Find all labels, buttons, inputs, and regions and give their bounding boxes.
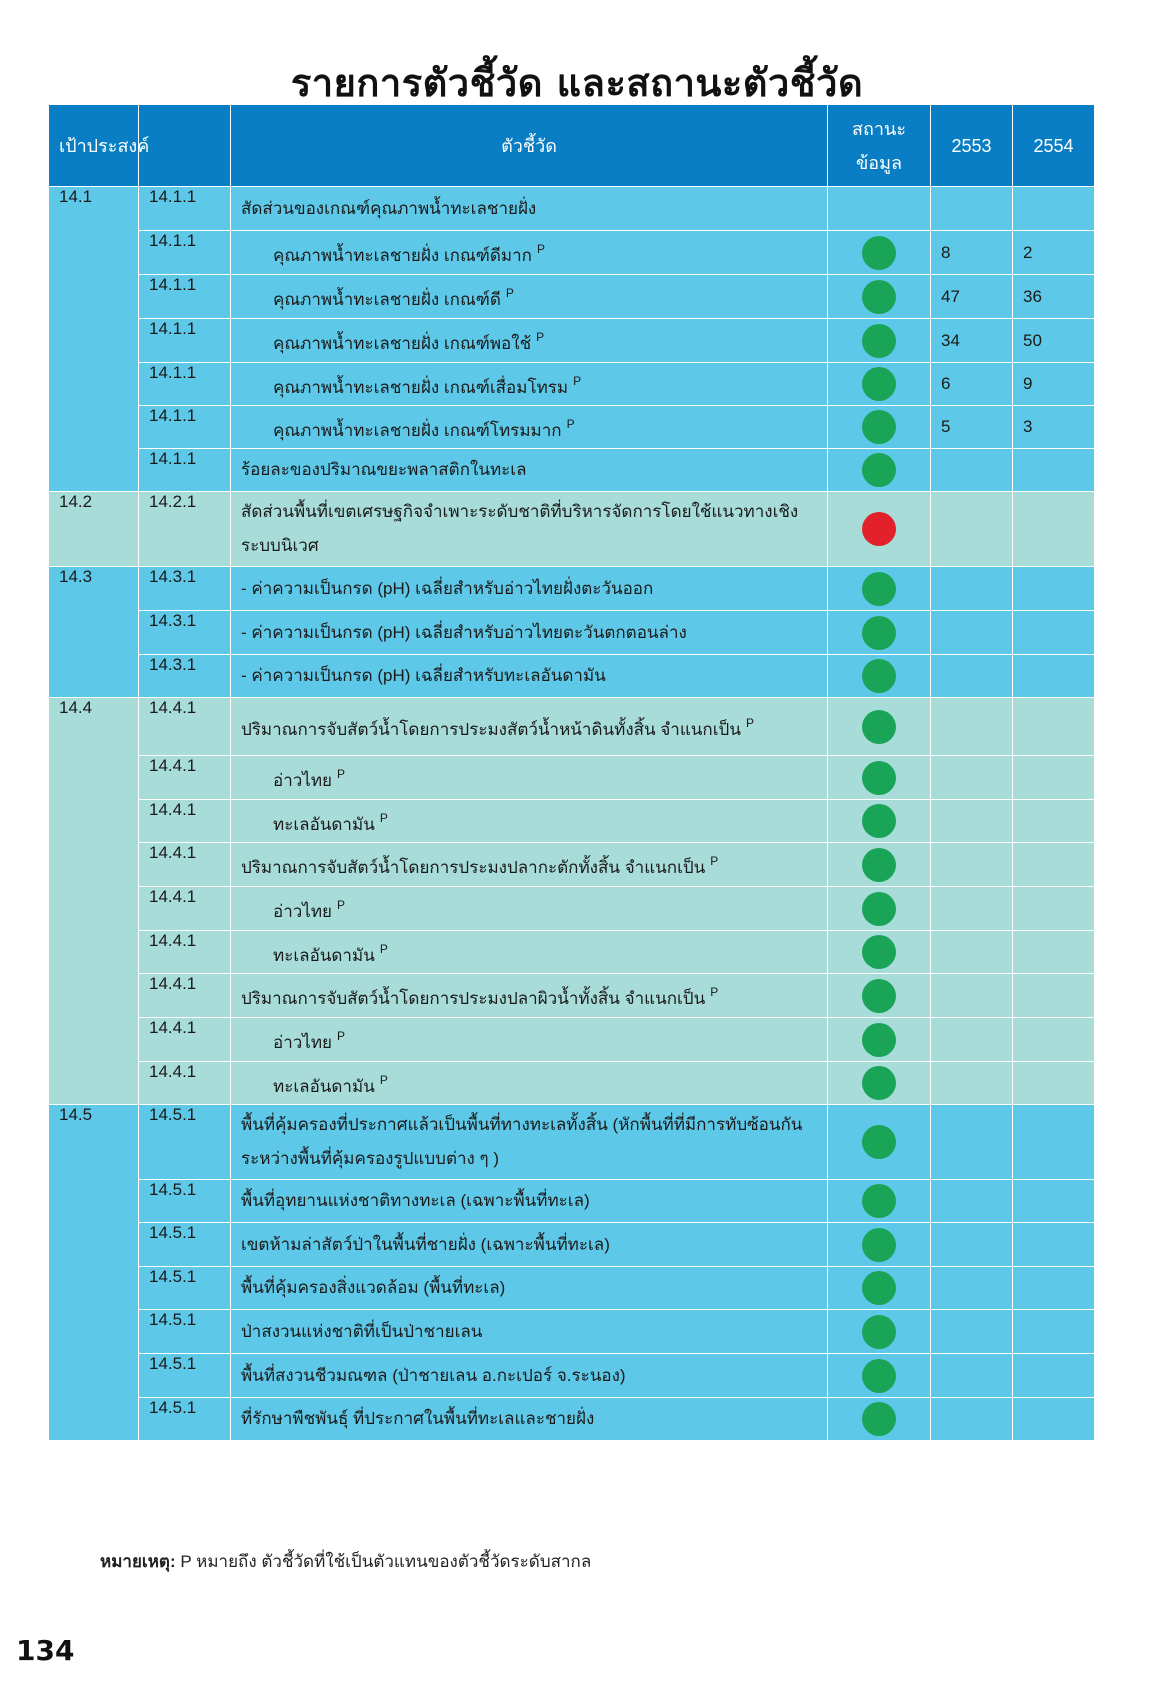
status-green-dot-icon [862, 1402, 896, 1436]
value-2553 [931, 567, 1013, 611]
indicator-name-cell [231, 887, 828, 931]
status-cell [828, 887, 931, 931]
value-2554 [1013, 492, 1095, 567]
table-row [49, 1223, 1095, 1267]
value-2554 [1013, 698, 1095, 756]
indicator-name-cell [231, 1267, 828, 1310]
status-green-dot-icon [862, 572, 896, 606]
status-green-dot-icon [862, 979, 896, 1013]
proxy-marker: P [337, 1029, 346, 1043]
indicator-code: 14.3.1 [139, 567, 231, 611]
table-row [49, 1105, 1095, 1180]
value-2554 [1013, 655, 1095, 698]
value-2554: 2 [1013, 231, 1095, 275]
status-green-dot-icon [862, 1066, 896, 1100]
indicator-code: 14.5.1 [139, 1398, 231, 1441]
header-indicator: ตัวชี้วัด [231, 105, 828, 187]
value-2553 [931, 1062, 1013, 1105]
status-green-dot-icon [862, 367, 896, 401]
indicator-name-cell [231, 406, 828, 449]
indicator-name: คุณภาพน้ำทะเลชายฝั่ง เกณฑ์ดีมาก [273, 246, 532, 265]
indicator-name-cell [231, 698, 828, 756]
header-code [139, 105, 231, 187]
status-cell [828, 363, 931, 406]
value-2553 [931, 611, 1013, 655]
table-row [49, 187, 1095, 231]
indicator-code: 14.1.1 [139, 449, 231, 492]
page-title: รายการตัวชี้วัด และสถานะตัวชี้วัด [290, 61, 864, 105]
status-cell [828, 843, 931, 887]
value-2554 [1013, 567, 1095, 611]
value-2553 [931, 698, 1013, 756]
footnote-text: P หมายถึง ตัวชี้วัดที่ใช้เป็นตัวแทนของตัวชี้วัดระดับสากล [175, 1552, 592, 1571]
indicator-name: อ่าวไทย [273, 1033, 333, 1052]
indicator-name-cell [231, 363, 828, 406]
table-row [49, 1354, 1095, 1398]
goal-cell: 14.5 [49, 1105, 139, 1441]
status-green-dot-icon [862, 1184, 896, 1218]
indicator-name-cell [231, 1310, 828, 1354]
status-cell [828, 1310, 931, 1354]
status-cell [828, 974, 931, 1018]
indicator-name: ที่รักษาพืชพันธุ์ ที่ประกาศในพื้นที่ทะเลและชายฝั่ง [241, 1409, 595, 1428]
indicator-name: สัดส่วนพื้นที่เขตเศรษฐกิจจำเพาะระดับชาติที่บริหารจัดการโดยใช้แนวทางเชิงระบบนิเวศ [241, 502, 799, 555]
value-2553: 6 [931, 363, 1013, 406]
table-row [49, 406, 1095, 449]
indicator-code: 14.1.1 [139, 406, 231, 449]
status-green-dot-icon [862, 1359, 896, 1393]
status-green-dot-icon [862, 1271, 896, 1305]
table-row [49, 698, 1095, 756]
value-2553: 34 [931, 319, 1013, 363]
table-row [49, 492, 1095, 567]
value-2553 [931, 449, 1013, 492]
indicator-name-cell [231, 931, 828, 974]
table-row [49, 611, 1095, 655]
status-cell [828, 1354, 931, 1398]
proxy-marker: P [505, 286, 514, 300]
proxy-marker: P [379, 941, 388, 956]
indicator-name: ทะเลอันดามัน [273, 945, 375, 965]
page-number: 134 [16, 1634, 75, 1667]
table-row [49, 275, 1095, 319]
indicator-code: 14.1.1 [139, 319, 231, 363]
indicator-name-cell [231, 1180, 828, 1223]
indicator-name-cell [231, 275, 828, 319]
proxy-marker: P [379, 1072, 388, 1087]
indicator-code: 14.3.1 [139, 611, 231, 655]
value-2554 [1013, 187, 1095, 231]
value-2554 [1013, 1354, 1095, 1398]
value-2554 [1013, 1223, 1095, 1267]
indicator-name-cell [231, 1398, 828, 1441]
value-2554 [1013, 611, 1095, 655]
status-cell [828, 655, 931, 698]
proxy-marker: P [566, 416, 575, 431]
status-green-dot-icon [862, 410, 896, 444]
indicator-name-cell [231, 843, 828, 887]
indicator-name: - ค่าความเป็นกรด (pH) เฉลี่ยสำหรับอ่าวไทยตะวันตกตอนล่าง [241, 622, 687, 642]
value-2554: 36 [1013, 275, 1095, 319]
indicator-name-cell [231, 1105, 828, 1180]
value-2553 [931, 655, 1013, 698]
indicator-code: 14.4.1 [139, 1062, 231, 1105]
header-2553: 2553 [931, 105, 1013, 187]
status-cell [828, 1398, 931, 1441]
status-cell [828, 931, 931, 974]
value-2554 [1013, 931, 1095, 974]
proxy-marker: P [536, 330, 545, 344]
indicator-name: - ค่าความเป็นกรด (pH) เฉลี่ยสำหรับอ่าวไทยฝั่งตะวันออก [241, 578, 654, 598]
indicator-name-cell [231, 1018, 828, 1062]
table-row [49, 843, 1095, 887]
table-header-row [49, 105, 1095, 187]
status-cell [828, 1062, 931, 1105]
indicator-name-cell [231, 974, 828, 1018]
table-body [49, 187, 1095, 1441]
value-2553 [931, 1267, 1013, 1310]
status-green-dot-icon [862, 710, 896, 744]
table-row [49, 1018, 1095, 1062]
indicator-code: 14.1.1 [139, 363, 231, 406]
indicator-name: พื้นที่คุ้มครองที่ประกาศแล้วเป็นพื้นที่ทางทะเลทั้งสิ้น (หักพื้นที่ที่มีการทับซ้อนกันระหว่างพื้นที่คุ้มครองรูปแบบต่าง ๆ ) [241, 1115, 803, 1168]
indicator-code: 14.5.1 [139, 1310, 231, 1354]
value-2554 [1013, 887, 1095, 931]
table-row [49, 1398, 1095, 1441]
indicator-name: พื้นที่คุ้มครองสิ่งแวดล้อม (พื้นที่ทะเล) [241, 1278, 506, 1297]
status-cell [828, 1105, 931, 1180]
indicator-name: คุณภาพน้ำทะเลชายฝั่ง เกณฑ์ดี [273, 290, 501, 309]
table-row [49, 1180, 1095, 1223]
status-cell [828, 275, 931, 319]
status-cell [828, 1018, 931, 1062]
indicator-name: พื้นที่สงวนชีวมณฑล (ป่าชายเลน อ.กะเปอร์ จ.ระนอง) [241, 1365, 626, 1385]
indicator-code: 14.5.1 [139, 1267, 231, 1310]
indicator-name-cell [231, 449, 828, 492]
status-cell [828, 1267, 931, 1310]
status-green-dot-icon [862, 848, 896, 882]
table-row [49, 800, 1095, 843]
table-row [49, 449, 1095, 492]
indicator-name: อ่าวไทย [273, 902, 333, 921]
indicator-name: อ่าวไทย [273, 771, 333, 790]
indicator-name: คุณภาพน้ำทะเลชายฝั่ง เกณฑ์พอใช้ [273, 334, 532, 353]
indicator-name-cell [231, 1223, 828, 1267]
proxy-marker: P [710, 985, 719, 999]
status-cell [828, 567, 931, 611]
status-green-dot-icon [862, 761, 896, 795]
value-2554 [1013, 843, 1095, 887]
status-cell [828, 492, 931, 567]
goal-cell: 14.1 [49, 187, 139, 492]
value-2554 [1013, 449, 1095, 492]
status-green-dot-icon [862, 1125, 896, 1159]
status-cell [828, 1180, 931, 1223]
indicator-code: 14.5.1 [139, 1223, 231, 1267]
indicator-code: 14.4.1 [139, 1018, 231, 1062]
status-cell [828, 231, 931, 275]
status-cell [828, 800, 931, 843]
indicator-name: ป่าสงวนแห่งชาติที่เป็นป่าชายเลน [241, 1321, 483, 1341]
indicator-code: 14.4.1 [139, 843, 231, 887]
indicator-code: 14.4.1 [139, 756, 231, 800]
proxy-marker: P [379, 810, 388, 825]
status-cell [828, 406, 931, 449]
value-2554 [1013, 974, 1095, 1018]
status-cell [828, 449, 931, 492]
indicator-name: - ค่าความเป็นกรด (pH) เฉลี่ยสำหรับทะเลอันดามัน [241, 666, 606, 685]
indicator-code: 14.4.1 [139, 887, 231, 931]
indicator-name: สัดส่วนของเกณฑ์คุณภาพน้ำทะเลชายฝั่ง [241, 198, 537, 218]
status-cell [828, 698, 931, 756]
status-green-dot-icon [862, 280, 896, 314]
table-row [49, 319, 1095, 363]
table-row [49, 567, 1095, 611]
status-green-dot-icon [862, 453, 896, 487]
status-green-dot-icon [862, 1023, 896, 1057]
indicator-code: 14.4.1 [139, 698, 231, 756]
indicator-name: พื้นที่อุทยานแห่งชาติทางทะเล (เฉพาะพื้นที่ทะเล) [241, 1191, 590, 1210]
footnote-label: หมายเหตุ: [100, 1552, 176, 1571]
value-2553: 5 [931, 406, 1013, 449]
value-2553 [931, 1180, 1013, 1223]
goal-cell: 14.3 [49, 567, 139, 698]
proxy-marker: P [337, 767, 346, 781]
table-row [49, 231, 1095, 275]
indicator-name-cell [231, 1062, 828, 1105]
table-row [49, 1267, 1095, 1310]
value-2554 [1013, 1105, 1095, 1180]
indicator-code: 14.4.1 [139, 800, 231, 843]
indicator-name: ทะเลอันดามัน [273, 1076, 375, 1096]
status-cell [828, 187, 931, 231]
indicator-name-cell [231, 567, 828, 611]
footnote [100, 1548, 591, 1575]
value-2553 [931, 974, 1013, 1018]
proxy-marker: P [337, 898, 346, 912]
value-2554 [1013, 1180, 1095, 1223]
indicator-name: ร้อยละของปริมาณขยะพลาสติกในทะเล [241, 460, 527, 479]
value-2553 [931, 1223, 1013, 1267]
proxy-marker: P [710, 854, 719, 868]
indicator-name: เขตห้ามล่าสัตว์ป่าในพื้นที่ชายฝั่ง (เฉพาะพื้นที่ทะเล) [241, 1234, 610, 1254]
indicator-name-cell [231, 611, 828, 655]
table-row [49, 363, 1095, 406]
indicator-name: ปริมาณการจับสัตว์น้ำโดยการประมงปลาผิวน้ำทั้งสิ้น จำแนกเป็น [241, 989, 706, 1008]
goal-cell: 14.4 [49, 698, 139, 1105]
table-row [49, 887, 1095, 931]
status-green-dot-icon [862, 616, 896, 650]
value-2554: 3 [1013, 406, 1095, 449]
value-2554 [1013, 1398, 1095, 1441]
value-2553: 8 [931, 231, 1013, 275]
status-green-dot-icon [862, 236, 896, 270]
table-row [49, 756, 1095, 800]
indicator-name: คุณภาพน้ำทะเลชายฝั่ง เกณฑ์เสื่อมโทรม [273, 377, 569, 397]
table-row [49, 1062, 1095, 1105]
proxy-marker: P [573, 373, 582, 388]
indicator-name-cell [231, 319, 828, 363]
value-2554 [1013, 1018, 1095, 1062]
value-2553: 47 [931, 275, 1013, 319]
value-2553 [931, 492, 1013, 567]
status-cell [828, 1223, 931, 1267]
header-status: สถานะข้อมูล [828, 105, 931, 187]
value-2554 [1013, 1267, 1095, 1310]
indicator-name: ทะเลอันดามัน [273, 814, 375, 834]
value-2553 [931, 187, 1013, 231]
value-2553 [931, 931, 1013, 974]
value-2553 [931, 1105, 1013, 1180]
status-green-dot-icon [862, 892, 896, 926]
indicator-code: 14.5.1 [139, 1105, 231, 1180]
value-2553 [931, 800, 1013, 843]
value-2554: 9 [1013, 363, 1095, 406]
status-green-dot-icon [862, 1315, 896, 1349]
value-2553 [931, 756, 1013, 800]
status-green-dot-icon [862, 804, 896, 838]
table-row [49, 1310, 1095, 1354]
indicator-name-cell [231, 756, 828, 800]
status-cell [828, 319, 931, 363]
indicator-name: คุณภาพน้ำทะเลชายฝั่ง เกณฑ์โทรมมาก [273, 420, 562, 440]
indicator-name-cell [231, 187, 828, 231]
indicator-name: ปริมาณการจับสัตว์น้ำโดยการประมงสัตว์น้ำหน้าดินทั้งสิ้น จำแนกเป็น [241, 720, 741, 739]
indicator-code: 14.5.1 [139, 1354, 231, 1398]
value-2553 [931, 843, 1013, 887]
indicator-code: 14.4.1 [139, 974, 231, 1018]
table-row [49, 655, 1095, 698]
value-2553 [931, 1354, 1013, 1398]
indicator-code: 14.2.1 [139, 492, 231, 567]
header-goal: เป้าประสงค์ [49, 105, 139, 187]
indicator-code: 14.1.1 [139, 187, 231, 231]
indicator-name-cell [231, 655, 828, 698]
indicator-code: 14.3.1 [139, 655, 231, 698]
value-2553 [931, 887, 1013, 931]
indicator-name-cell [231, 231, 828, 275]
goal-cell: 14.2 [49, 492, 139, 567]
indicator-name-cell [231, 492, 828, 567]
value-2554 [1013, 756, 1095, 800]
status-green-dot-icon [862, 1228, 896, 1262]
indicator-code: 14.1.1 [139, 275, 231, 319]
status-green-dot-icon [862, 324, 896, 358]
value-2553 [931, 1018, 1013, 1062]
indicator-table [48, 104, 1095, 1441]
value-2553 [931, 1398, 1013, 1441]
value-2554 [1013, 1062, 1095, 1105]
status-cell [828, 611, 931, 655]
value-2554: 50 [1013, 319, 1095, 363]
value-2554 [1013, 800, 1095, 843]
proxy-marker: P [745, 716, 754, 730]
indicator-name: ปริมาณการจับสัตว์น้ำโดยการประมงปลากะตักทั้งสิ้น จำแนกเป็น [241, 858, 706, 877]
proxy-marker: P [536, 242, 545, 256]
status-green-dot-icon [862, 659, 896, 693]
status-green-dot-icon [862, 935, 896, 969]
indicator-name-cell [231, 800, 828, 843]
value-2554 [1013, 1310, 1095, 1354]
indicator-code: 14.4.1 [139, 931, 231, 974]
status-cell [828, 756, 931, 800]
indicator-code: 14.1.1 [139, 231, 231, 275]
table-row [49, 931, 1095, 974]
table-row [49, 974, 1095, 1018]
indicator-code: 14.5.1 [139, 1180, 231, 1223]
value-2553 [931, 1310, 1013, 1354]
indicator-name-cell [231, 1354, 828, 1398]
status-red-dot-icon [862, 512, 896, 546]
header-2554: 2554 [1013, 105, 1095, 187]
